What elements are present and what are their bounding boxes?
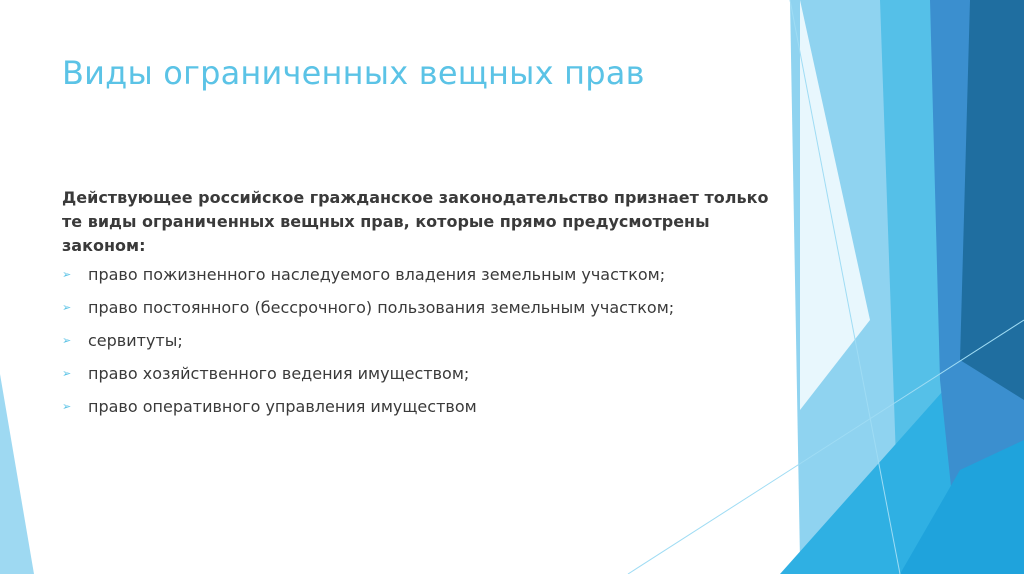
arrow-right-icon: ➢	[62, 334, 72, 347]
bullet-item	[62, 330, 674, 363]
arrow-right-icon: ➢	[62, 367, 72, 380]
bullet-item	[62, 297, 674, 330]
intro-paragraph: Действующее российское гражданское законодательство признает только те виды ограниченных вещных прав, которые прямо предусмотрены законом:	[62, 188, 769, 255]
bullet-item	[62, 264, 674, 297]
arrow-right-icon: ➢	[62, 268, 72, 281]
left-accent-shape	[0, 374, 34, 574]
bullet-list	[62, 264, 674, 429]
arrow-right-icon: ➢	[62, 301, 72, 314]
slide-title: Виды ограниченных вещных прав	[62, 54, 645, 92]
bullet-text: право хозяйственного ведения имуществом;	[88, 364, 470, 383]
bullet-item	[62, 363, 674, 396]
bullet-text: право постоянного (бессрочного) пользования земельным участком;	[88, 298, 675, 317]
bullet-item	[62, 396, 674, 429]
bullet-text: право пожизненного наследуемого владения земельным участком;	[88, 265, 666, 284]
bullet-text: сервитуты;	[88, 331, 183, 350]
bullet-text: право оперативного управления имуществом	[88, 397, 477, 416]
arrow-right-icon: ➢	[62, 400, 72, 413]
